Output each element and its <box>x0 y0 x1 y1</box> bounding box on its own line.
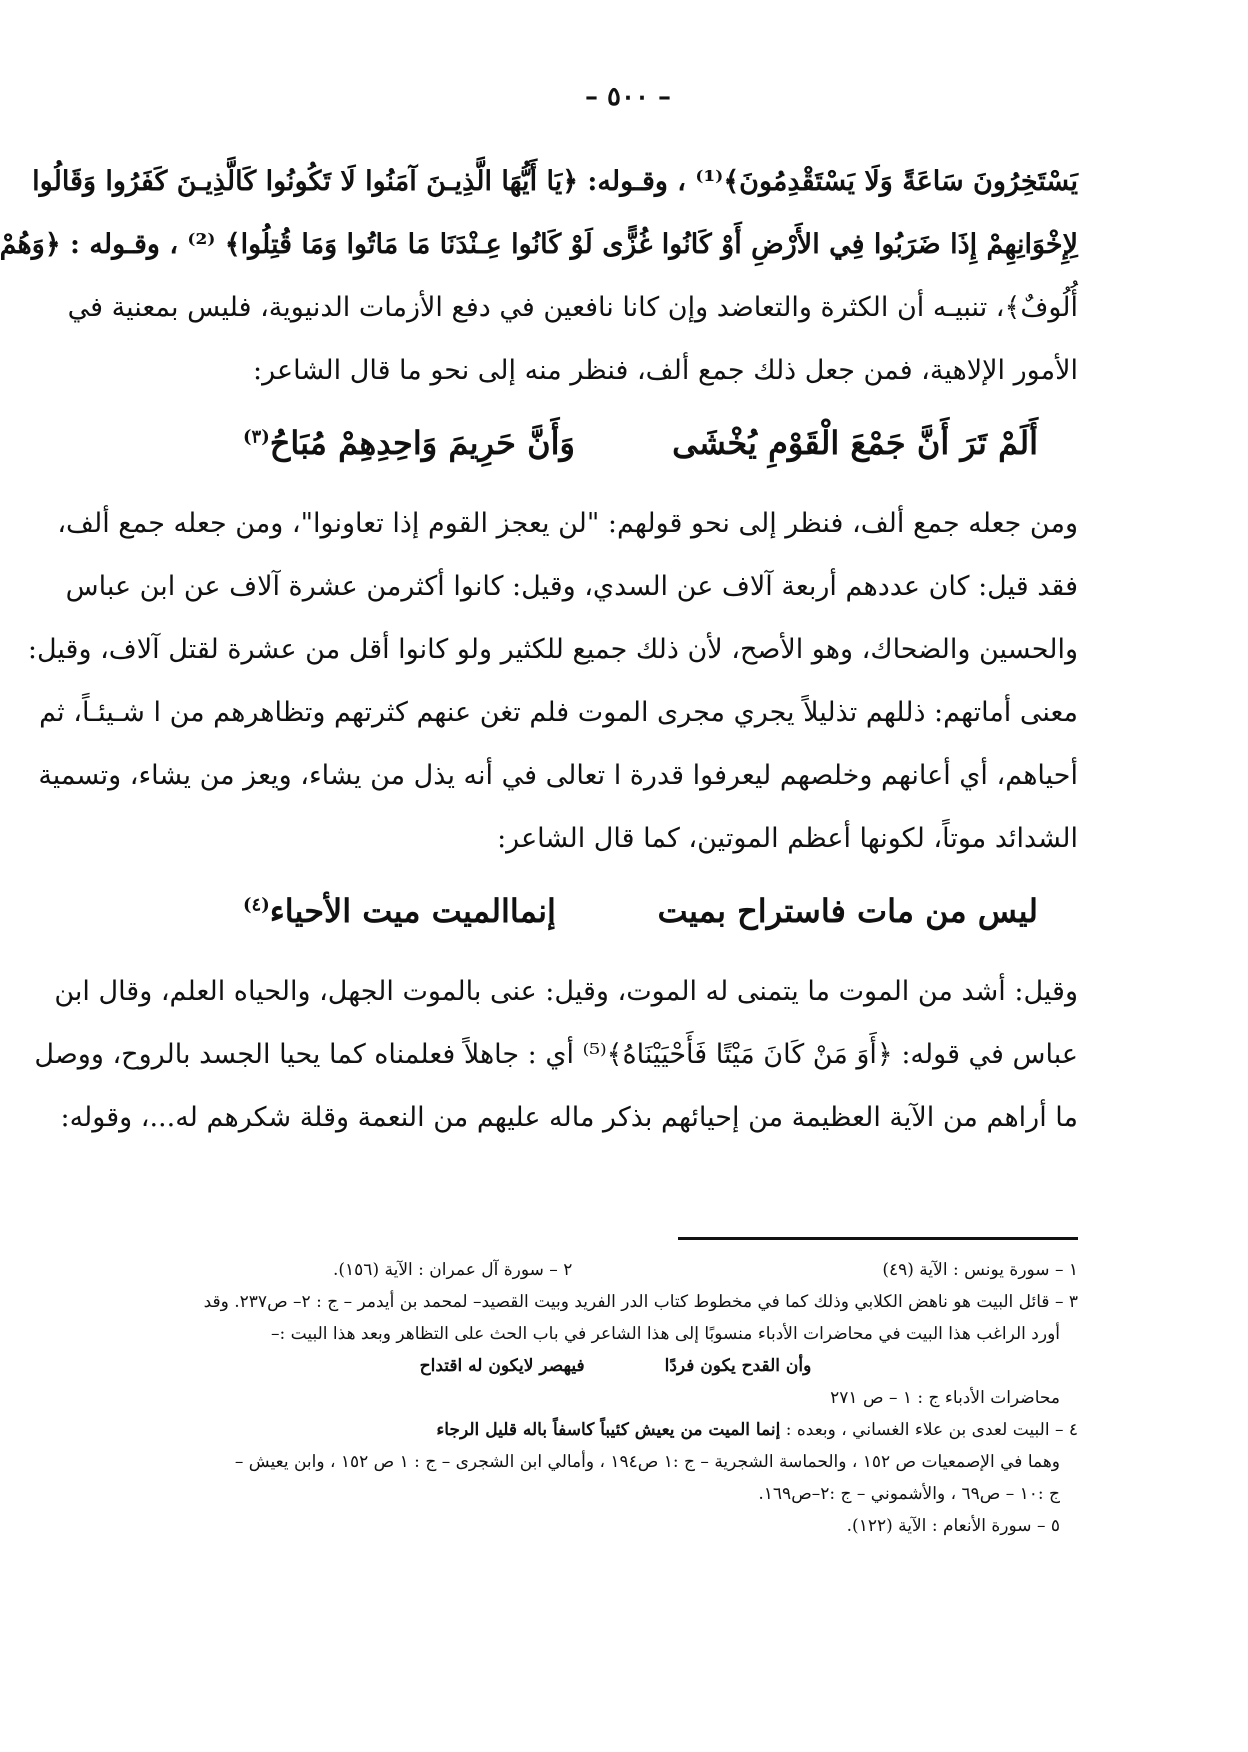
footnote-4-verse: إنما الميت من يعيش كئيباً كاسفاً باله قليل الرجاء <box>436 1420 781 1440</box>
footnote-5: ٥ – سورة الأنعام : الآية (١٢٢). <box>846 1516 1060 1536</box>
verse-first-hemistich: ليس من مات فاستراح بميت <box>657 892 1038 930</box>
text-line: أُلُوفٌ﴾، تنبيـه أن الكثرة والتعاضد وإن كانا نافعين في دفع الأزمات الدنيوية، فليس بمعنية في <box>67 292 1078 323</box>
text-line: ومن جعله جمع ألف، فنظر إلى نحو قولهم: "لن يعجز القوم إذا تعاونوا"، ومن جعله جمع ألف، <box>57 508 1078 539</box>
verse-first-hemistich: وأن القدح يكون فردًا <box>664 1356 812 1376</box>
footnote-4-line: ٤ – البيت لعدى بن علاء الغساني ، وبعده : إنما الميت من يعيش كئيباً كاسفاً باله قليل الرجاء <box>436 1420 1078 1440</box>
text-line: والحسين والضحاك، وهو الأصح، لأن ذلك جميع للكثير ولو كانوا أقل من عشرة لقتل آلاف، وقيل: <box>27 634 1078 665</box>
footnote-3-line: ٣ – قائل البيت هو ناهض الكلابي وذلك كما في مخطوط كتاب الدر الفريد وبيت القصيد– لمحمد بن أيدمر – ج : ٢– ص٢٣٧. وقد <box>203 1292 1078 1312</box>
poem-verse-2 <box>243 892 1038 930</box>
text-line: ما أراهم من الآية العظيمة من إحيائهم بذكر ماله عليهم من النعمة وقلة شكرهم له...، وقوله: <box>60 1102 1078 1133</box>
text-line: الشدائد موتاً، لكونها أعظم الموتين، كما قال الشاعر: <box>497 823 1078 854</box>
footnote-ref: (٣) <box>243 426 270 448</box>
footnote-3-verse <box>153 1350 1078 1382</box>
text-line: فقد قيل: كان عددهم أربعة آلاف عن السدي، وقيل: كانوا أكثرمن عشرة آلاف عن ابن عباس <box>65 571 1078 602</box>
main-text <box>0 150 1078 1149</box>
verse-second-hemistich: إنماالميت ميت الأحياء$^{(٤)}$ <box>243 892 556 930</box>
text-line: وقيل: أشد من الموت ما يتمنى له الموت، وقيل: عنى بالموت الجهل، والحياه العلم، وقال ابن <box>54 976 1078 1007</box>
text-line: أحياهم، أي أعانهم وخلصهم ليعرفوا قدرة ا تعالى في أنه يذل من يشاء، ويعز من يشاء، وتسمية <box>38 760 1078 791</box>
verse-first-hemistich: أَلَمْ تَرَ أَنَّ جَمْعَ الْقَوْمِ يُخْشَى <box>672 424 1038 462</box>
footnote-4-line: ج :١٠ – ص٦٩ ، والأشموني – ج :٢–ص١٦٩. <box>758 1484 1060 1504</box>
text-line: لِإِخْوَانِهِمْ إِذَا ضَرَبُوا فِي الأَرْضِ أَوْ كَانُوا غُزًّى لَوْ كَانُوا عِـنْدَنَا مَا مَاتُوا وَمَا قُتِلُوا﴾ ⁽²⁾ ، وقـوله : ﴿وَهُمْ <box>0 229 1078 260</box>
poem-verse-1 <box>243 424 1038 462</box>
footnote-row <box>153 1254 1078 1286</box>
footnote-divider <box>678 1237 1078 1240</box>
footnote-3-line: أورد الراغب هذا البيت في محاضرات الأدباء منسوبًا إلى هذا الشاعر في باب الحث على التظاهر وبعد هذا البيت :– <box>271 1324 1060 1344</box>
paragraph <box>27 492 1078 870</box>
footnote-4-line: وهما في الإصمعيات ص ١٥٢ ، والحماسة الشجرية – ج :١ ص١٩٤ ، وأمالي ابن الشجرى – ج : ١ ص ١٥٢ ، وابن يعيش – <box>234 1452 1060 1472</box>
footnote-3-line: محاضرات الأدباء ج : ١ – ص ٢٧١ <box>830 1388 1060 1408</box>
footnote-1: ١ – سورة يونس : الآية (٤٩) <box>882 1260 1078 1280</box>
text-line: عباس في قوله: ﴿أَوَ مَنْ كَانَ مَيْتًا فَأَحْيَيْنَاهُ﴾⁽⁵⁾ أي : جاهلاً فعلمناه كما يحيا الجسد بالروح، ووصل <box>34 1039 1078 1070</box>
verse-second-hemistich: وَأَنَّ حَرِيمَ وَاحِدِهِمْ مُبَاحُ$^{(٣)}$ <box>243 424 575 462</box>
footnote-ref: (٤) <box>243 894 270 916</box>
footnotes <box>153 1254 1078 1542</box>
paragraph <box>34 960 1078 1149</box>
verse-second-hemistich: فيهصر لايكون له اقتداح <box>419 1356 585 1376</box>
text-line: الأمور الإلاهية، فمن جعل ذلك جمع ألف، فنظر منه إلى نحو ما قال الشاعر: <box>253 355 1078 386</box>
text-line: معنى أماتهم: ذللهم تذليلاً يجري مجرى الموت فلم تغن عنهم كثرتهم وتظاهرهم من ا شـيئـاً، ثم <box>39 697 1078 728</box>
text-line: يَسْتَخِرُونَ سَاعَةً وَلَا يَسْتَقْدِمُونَ﴾⁽¹⁾ ، وقـوله: ﴿يَا أَيُّهَا الَّذِيـنَ آمَنُوا لَا تَكُونُوا كَالَّذِيـنَ كَفَرُوا وَقَالُوا <box>32 166 1078 197</box>
footnote-2: ٢ – سورة آل عمران : الآية (١٥٦). <box>333 1260 573 1280</box>
page-number: – ٥٠٠ – <box>584 82 672 112</box>
